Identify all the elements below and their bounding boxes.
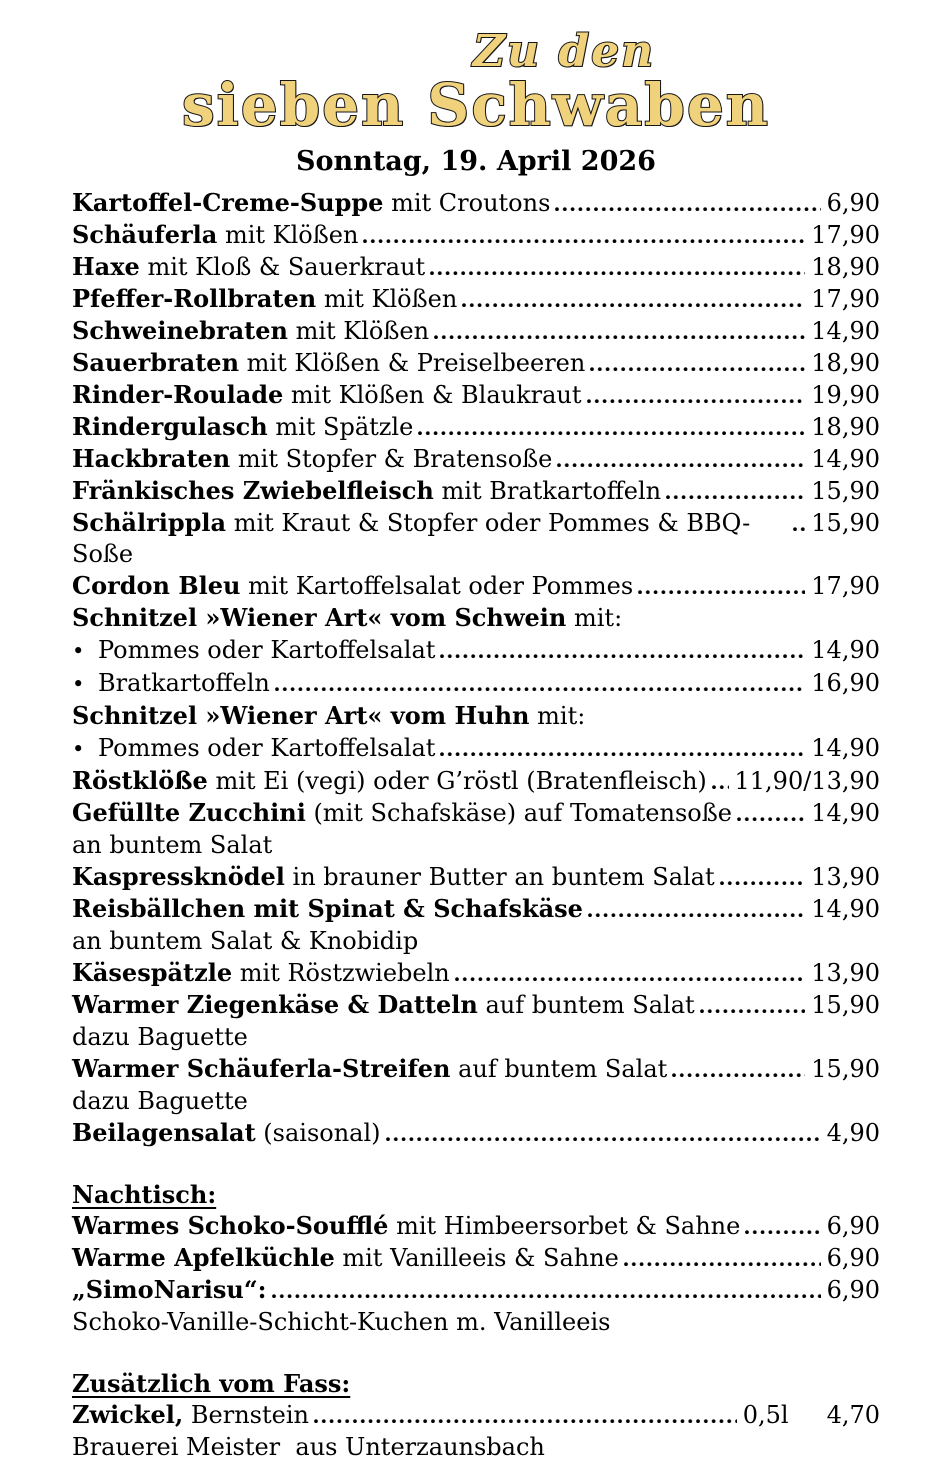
dish-name: Schäuferla (72, 220, 218, 249)
section-heading: Zusätzlich vom Fass: (72, 1369, 351, 1398)
dish-price: 6,90 (826, 1212, 880, 1240)
menu-item-note (72, 1085, 880, 1117)
dish-price: 6,90 (826, 189, 880, 217)
dish-description: Pommes oder Kartoffelsalat (98, 636, 436, 664)
menu-item-row (72, 251, 880, 283)
dotted-leader (638, 589, 805, 594)
dish-name: Pfeffer-Rollbraten (72, 284, 317, 313)
menu-item-row (72, 1399, 880, 1431)
dotted-leader (275, 686, 805, 691)
dish-price: 17,90 (811, 285, 880, 313)
menu-item-row (72, 765, 880, 797)
dish-description: mit Klößen & Preiselbeeren (239, 349, 586, 377)
menu-item-name (72, 925, 418, 957)
dish-name: Röstklöße (72, 766, 208, 795)
dish-description: (saisonal) (255, 1119, 381, 1147)
menu-item-row (72, 1242, 880, 1274)
menu-item-row (72, 283, 880, 315)
dotted-leader (555, 206, 820, 211)
dish-price: 17,90 (811, 572, 880, 600)
menu-list (72, 187, 880, 1463)
dotted-leader (587, 398, 806, 403)
dish-description: mit Spätzle (267, 413, 414, 441)
menu-item-name (72, 187, 550, 219)
logo-text-zu-den: Zu den (472, 26, 656, 77)
dish-price: 14,90 (811, 636, 880, 664)
menu-item-name (72, 1274, 267, 1306)
menu-item-note (72, 925, 880, 957)
dish-name: Beilagensalat (72, 1118, 256, 1147)
menu-item-name (72, 861, 715, 893)
menu-item-row (72, 411, 880, 443)
menu-item-row (72, 187, 880, 219)
dish-description: Schoko-Vanille-Schicht-Kuchen m. Vanilleeis (72, 1308, 611, 1336)
menu-item-name (98, 667, 270, 699)
menu-item-name (72, 315, 429, 347)
dish-name: Gefüllte Zucchini (72, 798, 306, 827)
dotted-leader (363, 238, 805, 243)
menu-item-row (72, 1210, 880, 1242)
menu-item-row (72, 570, 880, 602)
dotted-leader (588, 912, 805, 917)
dish-price: 15,90 (811, 509, 880, 537)
bullet-icon: • (72, 737, 85, 761)
dotted-leader (462, 302, 805, 307)
menu-item-name (72, 957, 450, 989)
dish-description: auf buntem Salat (450, 1055, 668, 1083)
menu-item-row (72, 1274, 880, 1306)
menu-item-name (72, 893, 583, 925)
menu-item-row (72, 893, 880, 925)
menu-item-row (72, 797, 880, 829)
dish-description: in brauner Butter an buntem Salat (284, 863, 715, 891)
menu-item-name (98, 634, 435, 666)
dotted-leader (720, 880, 806, 885)
dish-price: 14,90 (811, 317, 880, 345)
dish-description: Bratkartoffeln (98, 669, 270, 697)
menu-item-name (72, 602, 622, 634)
menu-item-name (72, 765, 707, 797)
menu-item-name (72, 475, 661, 507)
dotted-leader (272, 1293, 821, 1298)
dish-description: Pommes oder Kartoffelsalat (98, 734, 436, 762)
dish-price: 14,90 (811, 445, 880, 473)
dish-description: dazu Baguette (72, 1023, 248, 1051)
dish-name: Rindergulasch (72, 412, 268, 441)
dish-name: Cordon Bleu (72, 571, 241, 600)
menu-item-name (72, 1085, 248, 1117)
menu-item-name (72, 283, 457, 315)
dotted-leader (386, 1136, 821, 1141)
dotted-leader (418, 430, 805, 435)
dish-name: Kaspressknödel (72, 862, 285, 891)
section-heading: Nachtisch: (72, 1180, 217, 1209)
dish-price: 13,90 (811, 959, 880, 987)
menu-item-row (72, 315, 880, 347)
dish-description: mit Himbeersorbet & Sahne (388, 1212, 741, 1240)
dish-price: 16,90 (811, 669, 880, 697)
dish-description: mit Klößen (316, 285, 458, 313)
dish-description: (mit Schafskäse) auf Tomatensoße (305, 799, 732, 827)
menu-item-note (72, 602, 880, 634)
dish-name: Haxe (72, 252, 140, 281)
dotted-leader (666, 494, 805, 499)
dish-description: auf buntem Salat (477, 991, 695, 1019)
dish-name: Reisbällchen mit Spinat & Schafskäse (72, 894, 583, 923)
dish-name: Käsespätzle (72, 958, 233, 987)
menu-item-row (72, 1053, 880, 1085)
menu-item-note (72, 1306, 880, 1338)
dish-description: mit Kraut & Stopfer oder Pommes & BBQ-Soße (72, 509, 751, 568)
dish-description: mit Ei (vegi) oder G’röstl (Bratenfleisch) (207, 767, 707, 795)
dish-price: 18,90 (811, 349, 880, 377)
dish-price: 18,90 (811, 413, 880, 441)
menu-item-note (72, 1431, 880, 1463)
dotted-leader (590, 366, 805, 371)
dotted-leader (440, 751, 805, 756)
menu-item-row (72, 989, 880, 1021)
dish-name: „SimoNarisu“: (72, 1275, 267, 1304)
menu-item-name (72, 443, 552, 475)
bullet-icon: • (72, 672, 85, 696)
menu-item-name (72, 379, 582, 411)
dish-price: 4,70 (826, 1401, 880, 1429)
dotted-leader (672, 1072, 805, 1077)
dish-name: Zwickel, (72, 1400, 184, 1429)
menu-item-row (72, 1117, 880, 1149)
menu-item-note (72, 700, 880, 732)
menu-item-name (72, 1117, 381, 1149)
menu-item-row (72, 634, 880, 667)
dish-price: 15,90 (811, 991, 880, 1019)
dish-price: 17,90 (811, 221, 880, 249)
dish-name: Schnitzel »Wiener Art« vom Huhn (72, 701, 530, 730)
dish-description: mit Klößen (287, 317, 430, 345)
menu-item-name (72, 989, 695, 1021)
restaurant-logo (72, 26, 880, 139)
dish-description: mit: (529, 702, 586, 730)
dish-price: 18,90 (811, 253, 880, 281)
dish-name: Schweinebraten (72, 316, 288, 345)
dish-name: Warmer Schäuferla-Streifen (72, 1054, 451, 1083)
serving-size: 0,5l (742, 1401, 789, 1429)
menu-date: Sonntag, 19. April 2026 (296, 146, 656, 177)
dish-description: mit Vanilleeis & Sahne (334, 1244, 619, 1272)
dish-name: Sauerbraten (72, 348, 240, 377)
menu-item-row (72, 475, 880, 507)
dish-price: 14,90 (811, 799, 880, 827)
menu-item-row (72, 379, 880, 411)
dish-price: 15,90 (811, 477, 880, 505)
dish-price: 6,90 (826, 1244, 880, 1272)
dish-price: 4,90 (826, 1119, 880, 1147)
dish-name: Schnitzel »Wiener Art« vom Schwein (72, 603, 567, 632)
dish-name: Warmer Ziegenkäse & Datteln (72, 990, 478, 1019)
logo-text-sieben-schwaben: sieben Schwaben (182, 71, 770, 139)
dotted-leader (557, 462, 805, 467)
dotted-leader (700, 1008, 806, 1013)
menu-item-name (72, 1053, 667, 1085)
menu-item-name (72, 219, 358, 251)
dotted-leader (455, 976, 806, 981)
menu-item-row (72, 732, 880, 765)
menu-item-name (72, 251, 425, 283)
dish-name: Warme Apfelküchle (72, 1243, 335, 1272)
menu-item-name (72, 1210, 740, 1242)
dish-description: mit: (566, 604, 623, 632)
menu-item-row (72, 219, 880, 251)
menu-item-name (72, 700, 585, 732)
dotted-leader (434, 334, 805, 339)
menu-item-name (72, 1399, 309, 1431)
menu-item-name (72, 570, 633, 602)
dish-price: 14,90 (811, 895, 880, 923)
dish-name: Rinder-Roulade (72, 380, 284, 409)
dish-description: mit Klößen & Blaukraut (283, 381, 582, 409)
dish-price: 6,90 (826, 1276, 880, 1304)
menu-item-name (72, 347, 585, 379)
dish-description: mit Klößen (217, 221, 359, 249)
dish-name: Warmes Schoko-Soufflé (72, 1211, 389, 1240)
menu-item-row (72, 347, 880, 379)
menu-item-name (98, 732, 435, 764)
menu-item-name (72, 797, 732, 829)
dish-price: 19,90 (811, 381, 880, 409)
menu-item-name (72, 1242, 619, 1274)
dish-description: mit Kloß & Sauerkraut (139, 253, 426, 281)
dish-description: Bernstein (183, 1401, 309, 1429)
dish-name: Fränkisches Zwiebelfleisch (72, 476, 434, 505)
dotted-leader (624, 1261, 821, 1266)
menu-item-row (72, 507, 880, 570)
dish-price: 13,90 (811, 863, 880, 891)
dish-description: mit Bratkartoffeln (433, 477, 662, 505)
menu-item-note (72, 829, 880, 861)
dish-description: mit Stopfer & Bratensoße (230, 445, 553, 473)
menu-item-name (72, 507, 788, 570)
dish-name: Hackbraten (72, 444, 231, 473)
bullet-icon: • (72, 639, 85, 663)
dish-description: an buntem Salat & Knobidip (72, 927, 419, 955)
dish-name: Schälrippla (72, 508, 227, 537)
dotted-leader (793, 526, 805, 531)
dish-price: 15,90 (811, 1055, 880, 1083)
menu-item-name (72, 1431, 545, 1463)
menu-item-row (72, 443, 880, 475)
dish-description: dazu Baguette (72, 1087, 248, 1115)
dotted-leader (745, 1229, 820, 1234)
dish-description: mit Croutons (383, 189, 551, 217)
menu-item-row (72, 667, 880, 700)
menu-item-name (72, 411, 413, 443)
menu-item-note (72, 1021, 880, 1053)
menu-item-name (72, 829, 272, 861)
dish-description: mit Röstzwiebeln (232, 959, 450, 987)
dish-price: 11,90/13,90 (734, 767, 880, 795)
dish-description: Brauerei Meister aus Unterzaunsbach (72, 1433, 545, 1461)
menu-item-name (72, 1306, 610, 1338)
dotted-leader (430, 270, 805, 275)
dish-price: 14,90 (811, 734, 880, 762)
dotted-leader (314, 1418, 737, 1423)
dotted-leader (712, 784, 729, 789)
menu-item-row (72, 861, 880, 893)
dotted-leader (440, 653, 805, 658)
dish-description: mit Kartoffelsalat oder Pommes (240, 572, 634, 600)
menu-item-name (72, 1021, 248, 1053)
dish-name: Kartoffel-Creme-Suppe (72, 188, 384, 217)
dish-description: an buntem Salat (72, 831, 273, 859)
menu-item-row (72, 957, 880, 989)
dotted-leader (737, 816, 805, 821)
